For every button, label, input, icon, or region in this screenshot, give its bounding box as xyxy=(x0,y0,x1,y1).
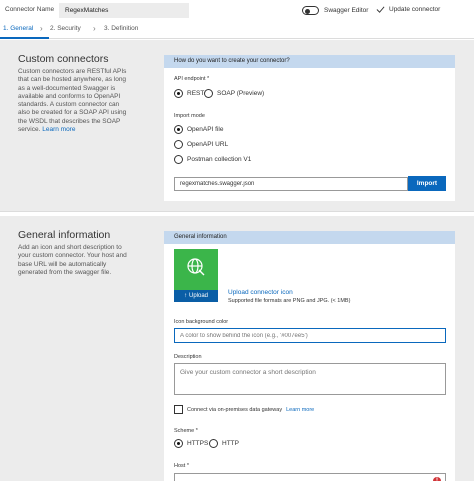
upload-icon-link[interactable]: Upload connector icon xyxy=(228,289,293,296)
panel-header: General information xyxy=(164,231,455,244)
icon-bg-label: Icon background color xyxy=(174,319,229,325)
section-title: Custom connectors xyxy=(18,53,109,65)
upload-note: Supported file formats are PNG and JPG. (< 1MB) xyxy=(228,298,351,304)
radio-postman[interactable] xyxy=(174,155,251,164)
api-endpoint-label: API endpoint * xyxy=(174,76,210,82)
section-title: General information xyxy=(18,229,111,241)
upload-button[interactable] xyxy=(174,290,218,302)
tab-general[interactable]: 1. General xyxy=(3,25,34,32)
general-information-panel xyxy=(164,231,455,481)
icon-bg-color-input[interactable] xyxy=(174,328,446,343)
radio-http[interactable] xyxy=(209,439,239,448)
import-button[interactable]: Import xyxy=(408,176,446,191)
error-icon: ! xyxy=(433,477,441,481)
radio-circle xyxy=(174,439,183,448)
radio-circle xyxy=(209,439,218,448)
connector-icon-preview xyxy=(174,249,218,302)
connector-name-label: Connector Name xyxy=(5,6,55,13)
radio-label: Postman collection V1 xyxy=(187,156,252,163)
radio-label: OpenAPI file xyxy=(187,126,224,133)
swagger-editor-label: Swagger Editor xyxy=(324,7,369,14)
radio-soap[interactable] xyxy=(204,89,264,98)
tab-bar xyxy=(0,21,474,39)
radio-label: HTTPS xyxy=(187,440,209,447)
radio-circle xyxy=(174,140,183,149)
custom-connectors-section xyxy=(0,40,474,211)
scheme-label: Scheme * xyxy=(174,428,198,434)
update-connector-button[interactable] xyxy=(376,5,440,14)
section-description: Add an icon and short description to your custom connector. Your host and base URL will be automatically generated from the swagger file. xyxy=(18,244,127,276)
radio-circle xyxy=(204,89,213,98)
radio-https[interactable] xyxy=(174,439,208,448)
radio-label: OpenAPI URL xyxy=(187,141,229,148)
host-input[interactable] xyxy=(174,473,446,481)
import-mode-label: Import mode xyxy=(174,113,205,119)
update-connector-label: Update connector xyxy=(389,6,441,13)
chevron-right-icon: › xyxy=(93,24,96,33)
radio-label: REST xyxy=(187,90,205,97)
toggle-knob xyxy=(305,9,310,14)
description-text: Custom connectors are RESTful APIs that can be hosted anywhere, as long as a well-documented Swagger is available and conforms to OpenAPI standards. A custom connector can also be created for a SOAP API using the WSDL that describes the SOAP service. xyxy=(18,68,127,134)
gateway-learn-more-link[interactable]: Learn more xyxy=(286,406,315,413)
top-bar xyxy=(0,0,474,21)
description-input[interactable] xyxy=(174,363,446,395)
radio-openapi-url[interactable] xyxy=(174,140,228,149)
create-connector-panel xyxy=(164,55,455,201)
radio-label: HTTP xyxy=(222,440,239,447)
gateway-label: Connect via on-premises data gateway xyxy=(187,406,283,413)
section-description xyxy=(18,68,130,134)
radio-openapi-file[interactable] xyxy=(174,125,224,134)
gateway-checkbox[interactable] xyxy=(174,405,183,414)
host-label: Host * xyxy=(174,463,189,469)
radio-circle xyxy=(174,125,183,134)
radio-circle xyxy=(174,89,183,98)
chevron-right-icon: › xyxy=(40,24,43,33)
radio-circle xyxy=(174,155,183,164)
radio-label: SOAP (Preview) xyxy=(217,90,265,97)
learn-more-link[interactable]: Learn more xyxy=(42,126,76,134)
active-tab-indicator xyxy=(0,37,49,39)
gateway-checkbox-row xyxy=(174,405,314,414)
tab-security[interactable]: 2. Security xyxy=(50,25,81,32)
general-information-section xyxy=(0,216,474,481)
check-icon xyxy=(376,5,385,14)
upload-arrow-icon: ↑ xyxy=(183,293,187,299)
panel-header: How do you want to create your connector? xyxy=(164,55,455,68)
file-path-input[interactable] xyxy=(174,177,408,191)
connector-name-input[interactable] xyxy=(59,3,189,18)
swagger-editor-toggle[interactable] xyxy=(302,6,319,15)
description-label: Description xyxy=(174,354,202,360)
radio-rest[interactable] xyxy=(174,89,204,98)
globe-icon xyxy=(186,257,206,277)
upload-label: Upload xyxy=(188,293,208,299)
tab-definition[interactable]: 3. Definition xyxy=(104,25,139,32)
